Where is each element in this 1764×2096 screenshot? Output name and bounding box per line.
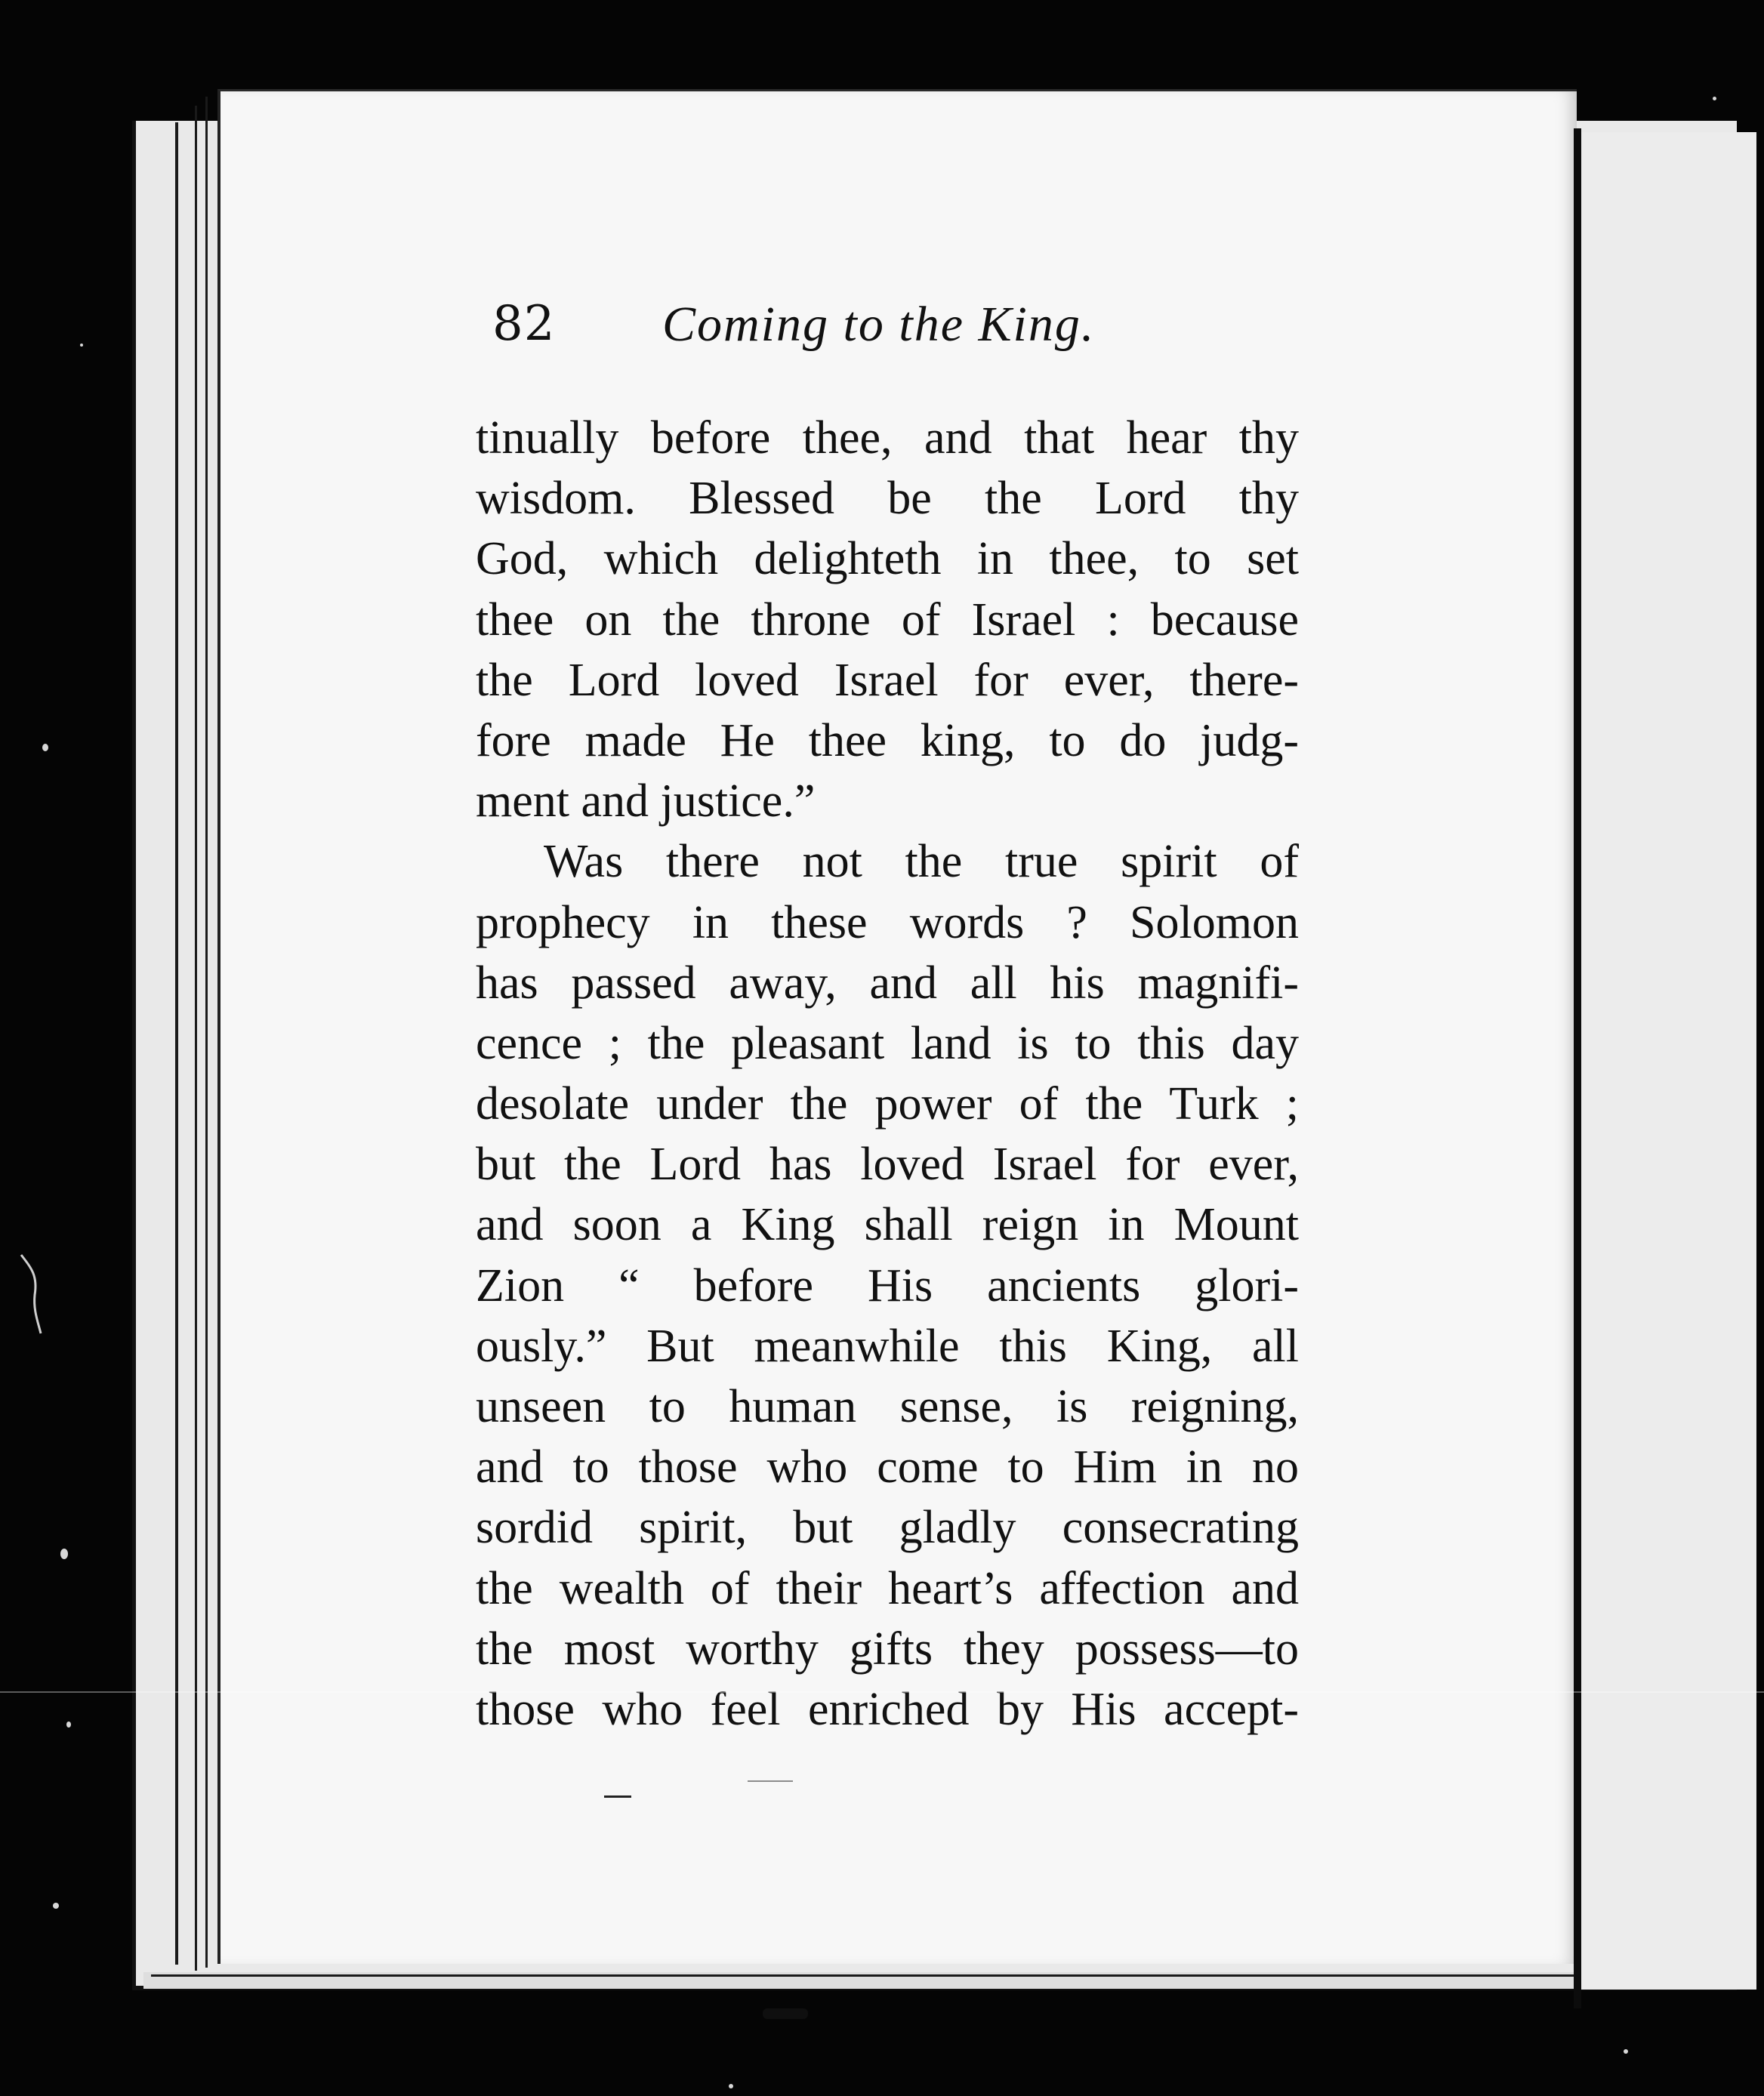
paragraph-first-line: Was there not the true spirit of [544, 836, 1299, 888]
text-line: thee on the throne of Israel : because [476, 593, 1299, 646]
text-line: fore made He thee king, to do judg- [476, 714, 1299, 766]
page-edge-line [151, 1974, 1752, 1977]
text-line: wisdom. Blessed be the Lord thy [476, 473, 1299, 525]
text-line: unseen to human sense, is reigning, [476, 1381, 1299, 1432]
text-line: has passed away, and all his magnifi- [476, 957, 1299, 1009]
page-number: 82 [492, 296, 556, 352]
scan-speck [66, 1721, 71, 1728]
scan-speck [53, 1903, 59, 1909]
scan-scratch [15, 1253, 45, 1336]
book-gutter [1574, 128, 1581, 2008]
text-line: the most worthy gifts they possess—to [476, 1623, 1299, 1675]
text-line: sordid spirit, but gladly consecrating [476, 1502, 1299, 1554]
text-line: desolate under the power of the Turk ; [476, 1078, 1299, 1130]
text-line: and soon a King shall reign in Mount [476, 1199, 1299, 1251]
text-line: ment and justice.” [476, 775, 816, 828]
text-line: the wealth of their heart’s affection and [476, 1562, 1299, 1614]
text-line: Zion “ before His ancients glori- [476, 1259, 1299, 1312]
scan-speck [42, 744, 48, 751]
text-line: but the Lord has loved Israel for ever, [476, 1139, 1299, 1191]
text-line: prophecy in these words ? Solomon [476, 896, 1299, 948]
scan-speck [1624, 2049, 1628, 2054]
text-line: tinually before thee, and that hear thy [476, 412, 1299, 464]
text-line: and to those who come to Him in no [476, 1441, 1299, 1493]
ink-mark [748, 1780, 793, 1782]
text-line: God, which delighteth in thee, to set [476, 533, 1299, 585]
running-head [492, 296, 1172, 364]
scan-speck [1713, 97, 1716, 100]
text-line: cence ; the pleasant land is to this day [476, 1017, 1299, 1069]
body-text [476, 408, 1299, 1740]
ink-mark [763, 2008, 808, 2019]
text-line: those who feel enriched by His accept- [476, 1683, 1299, 1735]
page-edge-line [175, 122, 178, 1965]
scan-speck [729, 2084, 733, 2088]
scan-line-artifact [0, 1691, 1764, 1693]
page-title: Coming to the King. [662, 297, 1096, 352]
text-line: the Lord loved Israel for ever, there- [476, 654, 1299, 706]
text-line: ously.” But meanwhile this King, all [476, 1320, 1299, 1372]
ink-mark [604, 1795, 631, 1798]
facing-page [1581, 132, 1756, 1990]
scan-speck [80, 344, 83, 347]
scan-speck [60, 1549, 68, 1559]
page-edge-line [205, 97, 208, 1968]
